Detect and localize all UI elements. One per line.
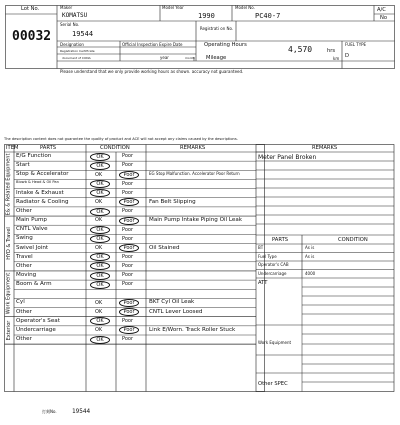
hours-note: Please understand that we only provide working hours as shown. accuracy not guaranteed.	[60, 69, 244, 74]
operating-hours-value: 4,570	[288, 45, 313, 54]
part-label: Intake & Exhaust	[16, 189, 64, 196]
part-label: Radiator & Cooling	[16, 198, 69, 205]
ok-option: OK	[95, 171, 103, 178]
hours-unit: hrs	[327, 48, 336, 54]
fuel-type-value: D	[345, 53, 349, 59]
ok-circled: OK	[90, 281, 110, 289]
remark-text: BKT Cyl Oil Leak	[149, 299, 195, 306]
poor-option: Poor	[122, 235, 134, 242]
poor-option: Poor	[122, 336, 134, 343]
ok-circled: OK	[90, 153, 110, 161]
right-part-value: As is	[305, 253, 315, 259]
model-no-value: PC40-7	[255, 12, 281, 20]
group-label: Work Equipment	[5, 273, 12, 315]
ok-circled: OK	[90, 253, 110, 261]
serial-value: 19544	[72, 30, 94, 38]
ok-circled: OK	[90, 180, 110, 188]
inspection-label: Official Inspection Expire Date	[122, 42, 183, 47]
ok-circled: OK	[90, 208, 110, 216]
right-part-value: As is	[305, 245, 315, 250]
remark-text: EG Stop Malfunction. Accelerator Poor Return	[149, 171, 240, 177]
col-parts-header: PARTS	[40, 145, 57, 151]
right-part-label: Operator's CAB	[258, 262, 289, 267]
poor-option: Poor	[122, 272, 134, 279]
part-label: Operator's Seat	[16, 317, 60, 324]
remark-text: CNTL Lever Loosed	[149, 308, 203, 315]
poor-circled: Poor	[119, 217, 139, 225]
poor-option: Poor	[122, 153, 134, 160]
ok-circled: OK	[90, 262, 110, 270]
part-label: E/G Function	[16, 153, 52, 159]
poor-circled: Poor	[119, 244, 139, 252]
remark-text: Oil Stained	[149, 244, 180, 251]
model-year-value: 1990	[198, 12, 215, 20]
right-part-value: 4000	[305, 270, 316, 276]
part-label: CNTL Valve	[16, 226, 48, 233]
poor-option: Poor	[122, 162, 134, 169]
fuel-type-label: FUEL TYPE	[345, 42, 367, 47]
part-label: Other	[16, 262, 32, 269]
part-label: Other	[16, 308, 32, 315]
model-no-label: Model No.	[235, 5, 255, 10]
right-condition-title: CONDITION	[338, 237, 368, 243]
part-label: Start	[16, 162, 30, 169]
part-label: Swing	[16, 235, 33, 242]
model-year-label: Model Year	[162, 5, 184, 10]
right-remarks-title: REMARKS	[312, 145, 338, 151]
right-part-label: Fuel Type	[258, 253, 277, 259]
lot-label: Lot No.	[21, 6, 40, 12]
part-label: Boom & Arm	[16, 281, 52, 288]
poor-option: Poor	[122, 253, 134, 260]
ok-option: OK	[95, 299, 103, 306]
part-label: Travel	[16, 253, 33, 260]
poor-circled: Poor	[119, 171, 139, 179]
maker-value: KOMATSU	[62, 12, 88, 19]
operating-hours-label: Operating Hours	[204, 42, 247, 48]
serial-label: Serial No.	[60, 22, 80, 27]
ok-circled: OK	[90, 336, 110, 344]
ok-circled: OK	[90, 235, 110, 243]
poor-option: Poor	[122, 281, 134, 288]
group-label: Exterior	[5, 320, 12, 341]
stamp-no-value: 19544	[72, 408, 91, 415]
att-label: ATT	[258, 280, 268, 286]
part-label: Swivel Joint	[16, 244, 49, 251]
poor-circled: Poor	[119, 326, 139, 334]
mileage-unit: km	[333, 56, 340, 61]
part-label: Moving	[16, 271, 37, 278]
registration-certificate-label: Registration Certificate	[60, 48, 95, 53]
poor-circled: Poor	[119, 308, 139, 316]
other-spec-label: Other SPEC	[258, 381, 288, 387]
part-label: Stop & Accelerator	[16, 171, 69, 178]
poor-option: Poor	[122, 263, 134, 270]
ok-option: OK	[95, 217, 103, 224]
ok-option: OK	[95, 244, 103, 251]
poor-option: Poor	[122, 189, 134, 196]
right-part-label: Undercarriage	[258, 270, 287, 276]
ok-option: OK	[95, 327, 103, 334]
ok-circled: OK	[90, 272, 110, 280]
ok-circled: OK	[90, 189, 110, 197]
year-unit: year	[160, 55, 169, 60]
designation-label: Designation	[60, 42, 84, 47]
part-label: Other	[16, 336, 32, 342]
disclaimer: The description content does not guarantee the quality of product and ACE will not accept any claims caused by the descriptions.	[4, 137, 238, 141]
part-label: Cyl	[16, 299, 25, 306]
mileage-label: Mileage	[206, 55, 227, 61]
month-unit: month	[185, 56, 195, 60]
poor-circled: Poor	[119, 299, 139, 307]
document-label: document of CONA	[62, 55, 91, 60]
ok-option: OK	[95, 199, 103, 206]
part-label: Blowb & Head & Oil Pan	[16, 180, 59, 185]
col-item-header: ITEM	[6, 145, 19, 151]
poor-option: Poor	[122, 180, 134, 187]
col-condition-header: CONDITION	[100, 145, 130, 151]
poor-option: Poor	[122, 226, 134, 233]
poor-option: Poor	[122, 208, 134, 215]
ok-circled: OK	[90, 162, 110, 170]
remark-text: Link E/Worn. Track Roller Stuck	[149, 326, 236, 333]
group-label: E& & Related Equipment	[5, 153, 12, 215]
maker-label: Maker	[60, 5, 73, 10]
right-part-label: BT	[258, 245, 264, 250]
ac-value: No	[380, 14, 388, 21]
registration-label: Registrati on No.	[199, 26, 234, 31]
ok-circled: OK	[90, 226, 110, 234]
ac-label: A/C	[377, 7, 386, 13]
right-remark-1: Meter Panel Broken	[258, 154, 317, 161]
ok-circled: OK	[90, 317, 110, 325]
right-parts-title: PARTS	[272, 237, 289, 243]
remark-text: Main Pump Intake Piping Oil Leak	[149, 217, 243, 224]
poor-option: Poor	[122, 318, 134, 324]
part-label: Other	[16, 207, 32, 214]
ok-option: OK	[95, 308, 103, 315]
part-label: Main Pump	[16, 217, 47, 224]
part-label: Undercarriage	[16, 326, 56, 333]
work-equipment-label: Work Equipment	[258, 340, 292, 345]
col-remarks-header: REMARKS	[180, 145, 206, 151]
stamp-no-label: 打刻No.	[42, 409, 57, 414]
poor-circled: Poor	[119, 198, 139, 206]
remark-text: Fan Belt Slipping	[149, 198, 196, 205]
lot-number: 00032	[12, 29, 52, 44]
group-label: HYD & Travel	[5, 227, 12, 260]
